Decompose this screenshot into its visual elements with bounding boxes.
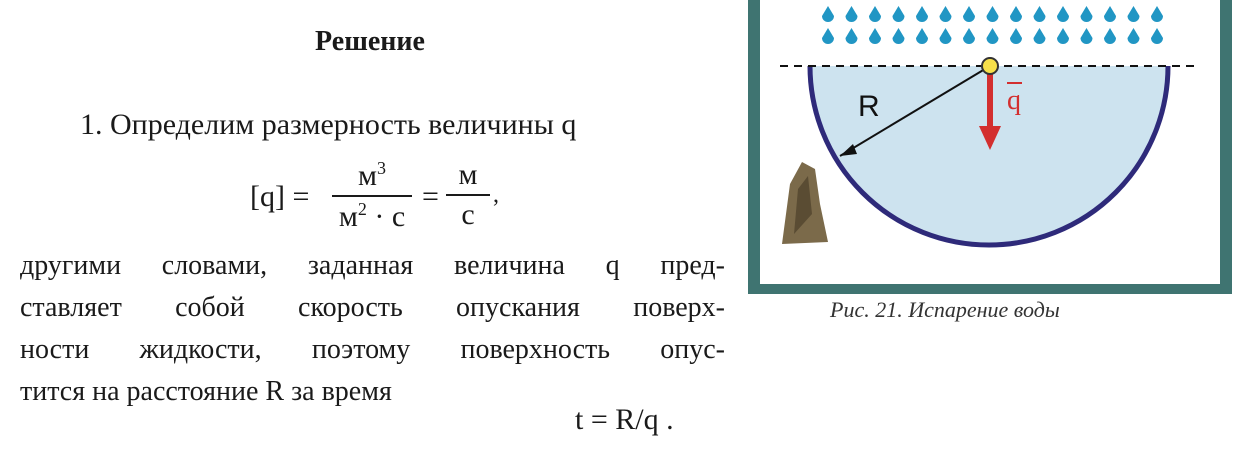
bowl-diagram bbox=[760, 0, 1220, 284]
center-point bbox=[982, 58, 998, 74]
formula-lhs: [q] = bbox=[250, 180, 310, 213]
time-formula: t = R/q . bbox=[575, 403, 674, 436]
fraction-m3-over-m2s bbox=[332, 158, 412, 234]
paragraph-line-1: другими словами, заданная величина q пред- bbox=[20, 250, 725, 281]
formula-end-comma: , bbox=[493, 182, 499, 208]
paragraph-line-2: ставляет собой скорость опускания поверх- bbox=[20, 292, 725, 323]
fraction-m-over-s bbox=[446, 158, 490, 232]
explanation-paragraph bbox=[20, 245, 725, 413]
q-label: q bbox=[1007, 85, 1021, 116]
frac1-denominator-exp: 2 bbox=[357, 199, 367, 219]
paragraph-line-3: ности жидкости, поэтому поверхность опус- bbox=[20, 334, 725, 365]
formula-equals: = bbox=[422, 180, 439, 213]
figure-caption: Рис. 21. Испарение воды bbox=[830, 297, 1060, 322]
step-1-text: 1. Определим размерность величины q bbox=[80, 108, 577, 141]
dimension-formula bbox=[250, 160, 530, 240]
radius-label: R bbox=[858, 90, 880, 123]
solution-title: Решение bbox=[315, 26, 425, 57]
frac2-denominator: с bbox=[461, 198, 475, 231]
frac1-numerator: м bbox=[358, 159, 377, 192]
frac2-numerator: м bbox=[458, 158, 478, 191]
frac1-denominator-rest: · с bbox=[366, 200, 406, 233]
evaporation-figure bbox=[748, 0, 1232, 294]
frac1-numerator-exp: 3 bbox=[376, 158, 386, 178]
paragraph-line-4: тится на расстояние R за время bbox=[20, 376, 392, 407]
frac1-denominator: м bbox=[338, 200, 358, 233]
